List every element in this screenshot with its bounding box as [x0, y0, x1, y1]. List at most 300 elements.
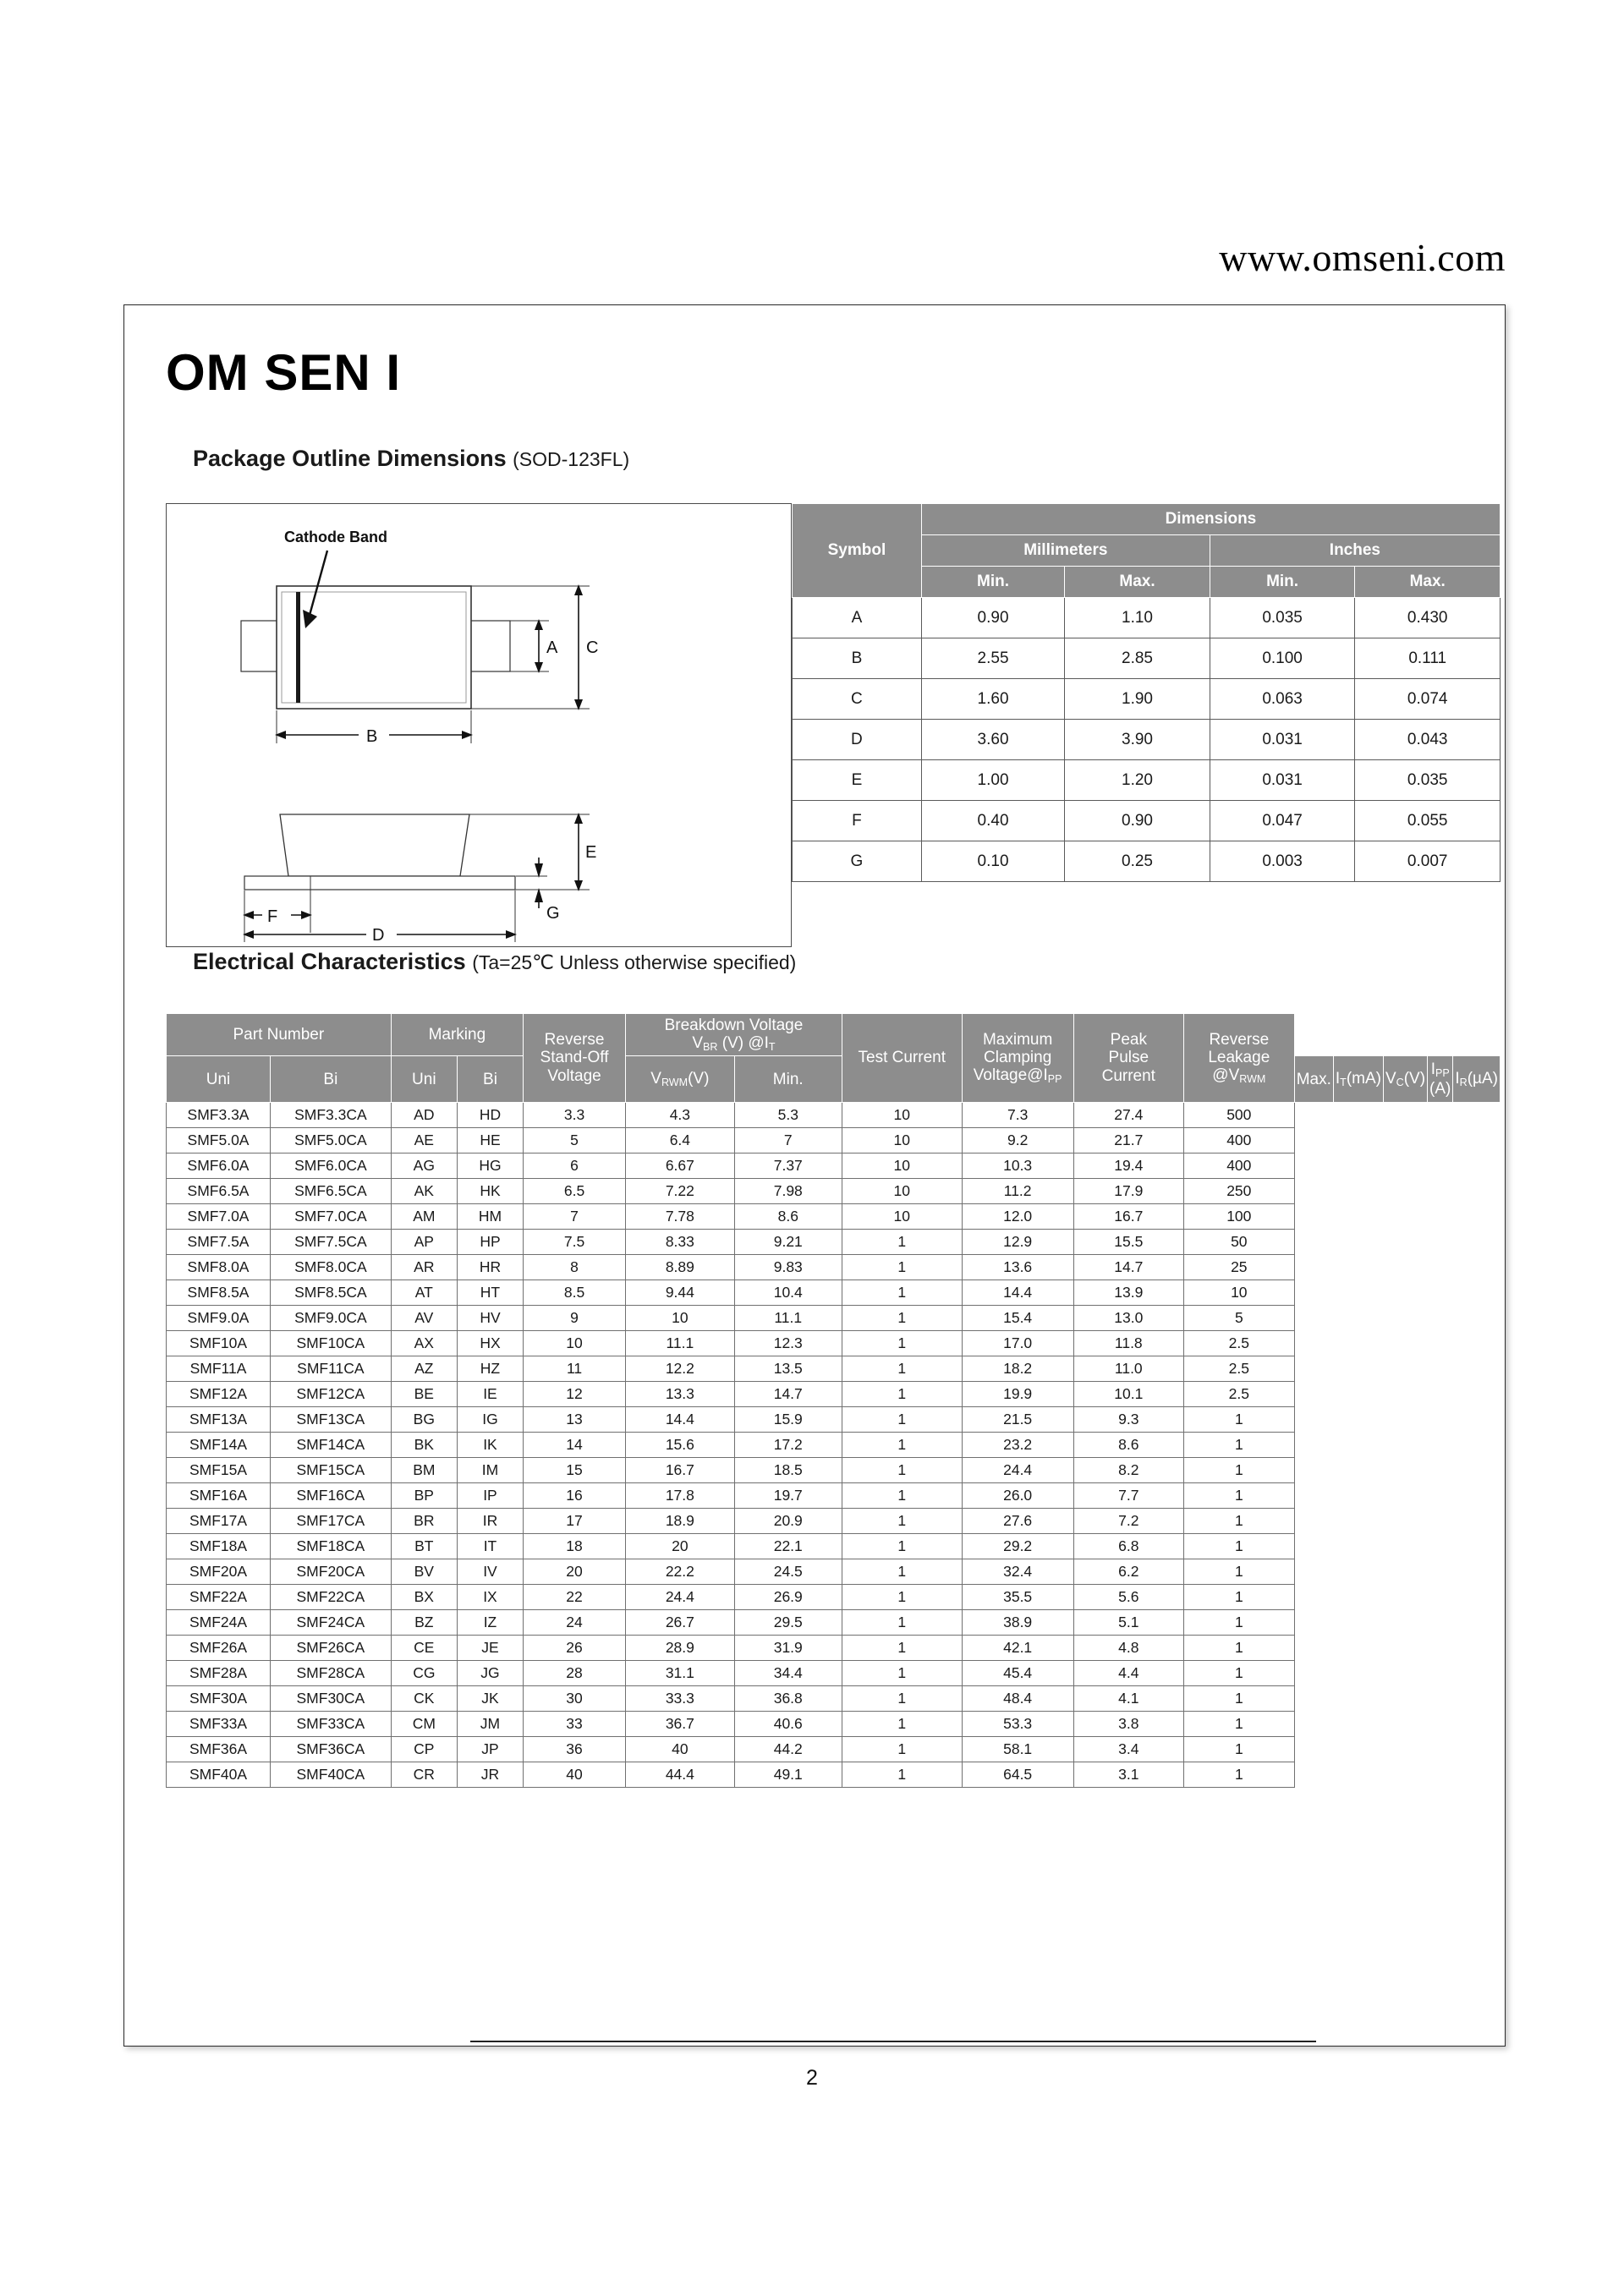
ec-subcol-vc: $V_C(V)$: [1383, 1056, 1427, 1102]
ec-cell-vbr-max: 9.21: [734, 1229, 842, 1254]
ec-cell-vbr-max: 9.83: [734, 1254, 842, 1280]
ec-cell-bi-part: SMF5.0CA: [271, 1127, 392, 1153]
dim-cell-in-min: 0.035: [1210, 598, 1355, 638]
dim-cell-mm-min: 0.10: [921, 841, 1064, 882]
ec-cell-bi-mark: JG: [457, 1660, 523, 1685]
dim-cell-symbol: G: [793, 841, 922, 882]
dim-cell-in-max: 0.111: [1355, 638, 1501, 679]
dimensions-table: [792, 503, 1501, 882]
ec-col-part-number: Part Number: [167, 1014, 392, 1056]
ec-cell-ir: 1: [1183, 1711, 1294, 1736]
ec-cell-vbr-min: 6.4: [626, 1127, 735, 1153]
ec-cell-bi-mark: IK: [457, 1432, 523, 1457]
ec-cell-it: 10: [842, 1102, 962, 1127]
table-row: [167, 1559, 1501, 1584]
dim-header-row-1: [793, 504, 1501, 535]
ec-cell-vbr-max: 36.8: [734, 1685, 842, 1711]
ec-cell-uni-mark: BV: [391, 1559, 457, 1584]
ec-cell-vbr-min: 10: [626, 1305, 735, 1330]
ec-cell-bi-mark: JM: [457, 1711, 523, 1736]
dim-col-inches: Inches: [1210, 535, 1500, 567]
ec-cell-bi-part: SMF14CA: [271, 1432, 392, 1457]
ec-cell-uni-mark: BZ: [391, 1609, 457, 1635]
ec-cell-uni-mark: BT: [391, 1533, 457, 1559]
ec-cell-ir: 2.5: [1183, 1356, 1294, 1381]
ec-cell-bi-part: SMF8.5CA: [271, 1280, 392, 1305]
ec-cell-uni-part: SMF33A: [167, 1711, 271, 1736]
ec-cell-ipp: 16.7: [1073, 1203, 1183, 1229]
ec-cell-vrwm: 8: [524, 1254, 626, 1280]
ec-cell-it: 1: [842, 1356, 962, 1381]
ec-cell-ipp: 27.4: [1073, 1102, 1183, 1127]
company-logo: OM SEN I: [166, 344, 402, 401]
ec-cell-it: 1: [842, 1508, 962, 1533]
ec-cell-bi-mark: IE: [457, 1381, 523, 1406]
dim-cell-in-min: 0.031: [1210, 720, 1355, 760]
ec-cell-vc: 14.4: [962, 1280, 1073, 1305]
ec-cell-ipp: 21.7: [1073, 1127, 1183, 1153]
ec-cell-it: 1: [842, 1330, 962, 1356]
ec-cell-vc: 13.6: [962, 1254, 1073, 1280]
dim-col-millimeters: Millimeters: [921, 535, 1210, 567]
ec-cell-vbr-min: 26.7: [626, 1609, 735, 1635]
ec-cell-uni-mark: AV: [391, 1305, 457, 1330]
ec-cell-ir: 400: [1183, 1127, 1294, 1153]
ec-cell-it: 1: [842, 1635, 962, 1660]
dim-label-f: F: [267, 907, 278, 926]
ec-cell-ipp: 7.2: [1073, 1508, 1183, 1533]
ec-cell-ipp: 3.8: [1073, 1711, 1183, 1736]
ec-cell-ir: 1: [1183, 1533, 1294, 1559]
dim-cell-symbol: F: [793, 801, 922, 841]
ec-col-marking: Marking: [391, 1014, 523, 1056]
ec-cell-ir: 1: [1183, 1508, 1294, 1533]
ec-cell-uni-part: SMF6.5A: [167, 1178, 271, 1203]
ec-cell-ipp: 10.1: [1073, 1381, 1183, 1406]
ec-header-row-sub: [167, 1056, 1501, 1102]
dim-col-in-min: Min.: [1210, 567, 1355, 598]
ec-cell-bi-part: SMF13CA: [271, 1406, 392, 1432]
table-row: [167, 1584, 1501, 1609]
ec-subcol-vbr-max: Max.: [1294, 1056, 1333, 1102]
ec-cell-bi-mark: HG: [457, 1153, 523, 1178]
ec-cell-uni-mark: AX: [391, 1330, 457, 1356]
ec-cell-uni-mark: CP: [391, 1736, 457, 1762]
ec-cell-uni-mark: CK: [391, 1685, 457, 1711]
ec-cell-it: 1: [842, 1609, 962, 1635]
ec-col-breakdown-voltage: Breakdown Voltage $V_{BR}$ (V) $@I_T$: [626, 1014, 842, 1056]
ec-cell-vbr-min: 17.8: [626, 1482, 735, 1508]
ec-cell-vbr-max: 15.9: [734, 1406, 842, 1432]
ec-cell-vrwm: 9: [524, 1305, 626, 1330]
ec-cell-uni-mark: BG: [391, 1406, 457, 1432]
ec-cell-vrwm: 8.5: [524, 1280, 626, 1305]
ec-cell-uni-mark: BP: [391, 1482, 457, 1508]
ec-cell-vc: 42.1: [962, 1635, 1073, 1660]
ec-cell-ir: 1: [1183, 1584, 1294, 1609]
ec-cell-ir: 500: [1183, 1102, 1294, 1127]
dim-cell-symbol: B: [793, 638, 922, 679]
ec-cell-it: 1: [842, 1305, 962, 1330]
ec-cell-uni-mark: BX: [391, 1584, 457, 1609]
dim-cell-mm-min: 0.90: [921, 598, 1064, 638]
ec-cell-uni-part: SMF12A: [167, 1381, 271, 1406]
ec-cell-vc: 45.4: [962, 1660, 1073, 1685]
ec-cell-vbr-min: 15.6: [626, 1432, 735, 1457]
dim-cell-in-min: 0.031: [1210, 760, 1355, 801]
ec-cell-bi-mark: HD: [457, 1102, 523, 1127]
ec-cell-vbr-min: 9.44: [626, 1280, 735, 1305]
ec-subcol-ipp: $I_{PP}$ (A): [1428, 1056, 1453, 1102]
ec-cell-vrwm: 20: [524, 1559, 626, 1584]
table-row: [167, 1102, 1501, 1127]
ec-cell-ir: 2.5: [1183, 1381, 1294, 1406]
ec-cell-uni-part: SMF6.0A: [167, 1153, 271, 1178]
ec-cell-vbr-max: 31.9: [734, 1635, 842, 1660]
table-row: [167, 1203, 1501, 1229]
ec-cell-uni-part: SMF22A: [167, 1584, 271, 1609]
ec-cell-uni-mark: AP: [391, 1229, 457, 1254]
ec-cell-vbr-max: 49.1: [734, 1762, 842, 1787]
ec-cell-bi-mark: HT: [457, 1280, 523, 1305]
ec-cell-bi-part: SMF16CA: [271, 1482, 392, 1508]
ec-cell-it: 1: [842, 1660, 962, 1685]
table-row: [167, 1356, 1501, 1381]
ec-cell-bi-part: SMF40CA: [271, 1762, 392, 1787]
dim-cell-in-max: 0.430: [1355, 598, 1501, 638]
ec-subcol-uni-mark: Uni: [391, 1056, 457, 1102]
dim-label-b: B: [366, 727, 378, 746]
table-row: [167, 1533, 1501, 1559]
ec-cell-ipp: 9.3: [1073, 1406, 1183, 1432]
ec-cell-vrwm: 14: [524, 1432, 626, 1457]
ec-cell-ipp: 13.0: [1073, 1305, 1183, 1330]
ec-cell-bi-mark: JK: [457, 1685, 523, 1711]
dim-cell-symbol: A: [793, 598, 922, 638]
ec-cell-it: 1: [842, 1432, 962, 1457]
table-row: [167, 1508, 1501, 1533]
table-row: [167, 1254, 1501, 1280]
cathode-band-label: Cathode Band: [284, 529, 388, 545]
ec-cell-vbr-max: 17.2: [734, 1432, 842, 1457]
ec-cell-ipp: 14.7: [1073, 1254, 1183, 1280]
ec-cell-uni-part: SMF11A: [167, 1356, 271, 1381]
dim-cell-mm-max: 3.90: [1065, 720, 1210, 760]
ec-cell-bi-part: SMF7.5CA: [271, 1229, 392, 1254]
package-title-subtitle: (SOD-123FL): [513, 448, 630, 470]
ec-cell-ir: 1: [1183, 1406, 1294, 1432]
dim-cell-mm-max: 1.90: [1065, 679, 1210, 720]
ec-cell-vbr-max: 18.5: [734, 1457, 842, 1482]
ec-cell-it: 1: [842, 1711, 962, 1736]
ec-cell-vbr-min: 4.3: [626, 1102, 735, 1127]
ec-cell-uni-part: SMF8.0A: [167, 1254, 271, 1280]
ec-cell-ir: 1: [1183, 1762, 1294, 1787]
ec-subcol-vbr-min: Min.: [734, 1056, 842, 1102]
ec-cell-vbr-min: 13.3: [626, 1381, 735, 1406]
ec-cell-uni-part: SMF5.0A: [167, 1127, 271, 1153]
ec-subcol-it: $I_T(mA)$: [1333, 1056, 1383, 1102]
ec-cell-vrwm: 24: [524, 1609, 626, 1635]
ec-cell-uni-part: SMF9.0A: [167, 1305, 271, 1330]
ec-cell-vrwm: 15: [524, 1457, 626, 1482]
dim-col-mm-max: Max.: [1065, 567, 1210, 598]
table-row: [167, 1229, 1501, 1254]
ec-cell-vbr-max: 7.37: [734, 1153, 842, 1178]
ec-cell-vbr-min: 44.4: [626, 1762, 735, 1787]
ec-cell-vc: 17.0: [962, 1330, 1073, 1356]
ec-cell-uni-part: SMF17A: [167, 1508, 271, 1533]
table-row: [167, 1406, 1501, 1432]
ec-cell-ipp: 6.2: [1073, 1559, 1183, 1584]
package-outline-diagram: [166, 503, 792, 947]
ec-cell-vc: 12.9: [962, 1229, 1073, 1254]
ec-cell-vbr-min: 28.9: [626, 1635, 735, 1660]
ec-cell-uni-mark: AD: [391, 1102, 457, 1127]
ec-cell-bi-mark: HE: [457, 1127, 523, 1153]
ec-cell-uni-part: SMF16A: [167, 1482, 271, 1508]
electrical-title-subtitle: (Ta=25℃ Unless otherwise specified): [472, 951, 797, 973]
ec-cell-vbr-min: 8.89: [626, 1254, 735, 1280]
ec-cell-vbr-max: 19.7: [734, 1482, 842, 1508]
ec-cell-uni-part: SMF8.5A: [167, 1280, 271, 1305]
ec-cell-vc: 26.0: [962, 1482, 1073, 1508]
ec-cell-vc: 27.6: [962, 1508, 1073, 1533]
ec-cell-bi-part: SMF28CA: [271, 1660, 392, 1685]
ec-cell-vrwm: 36: [524, 1736, 626, 1762]
ec-cell-ipp: 3.4: [1073, 1736, 1183, 1762]
dim-cell-symbol: E: [793, 760, 922, 801]
ec-cell-uni-part: SMF24A: [167, 1609, 271, 1635]
ec-cell-ipp: 11.8: [1073, 1330, 1183, 1356]
ec-cell-bi-part: SMF18CA: [271, 1533, 392, 1559]
ec-cell-vrwm: 17: [524, 1508, 626, 1533]
ec-cell-uni-mark: CM: [391, 1711, 457, 1736]
page-number: 2: [806, 2066, 818, 2090]
electrical-table-body: [167, 1102, 1501, 1787]
ec-cell-bi-part: SMF6.0CA: [271, 1153, 392, 1178]
ec-cell-uni-part: SMF14A: [167, 1432, 271, 1457]
ec-cell-ipp: 15.5: [1073, 1229, 1183, 1254]
ec-cell-vc: 9.2: [962, 1127, 1073, 1153]
ec-cell-bi-mark: HK: [457, 1178, 523, 1203]
ec-cell-vc: 38.9: [962, 1609, 1073, 1635]
ec-cell-vbr-min: 7.22: [626, 1178, 735, 1203]
ec-cell-uni-mark: AG: [391, 1153, 457, 1178]
table-row: [793, 760, 1501, 801]
ec-cell-ipp: 17.9: [1073, 1178, 1183, 1203]
table-row: [793, 801, 1501, 841]
ec-cell-uni-mark: CG: [391, 1660, 457, 1685]
ec-cell-vrwm: 6: [524, 1153, 626, 1178]
dim-label-d: D: [372, 926, 385, 945]
ec-cell-ipp: 8.2: [1073, 1457, 1183, 1482]
ec-subcol-vrwm: $V_{RWM}(V)$: [626, 1056, 735, 1102]
ec-cell-it: 1: [842, 1457, 962, 1482]
ec-cell-it: 1: [842, 1533, 962, 1559]
ec-cell-vbr-max: 11.1: [734, 1305, 842, 1330]
table-row: [167, 1305, 1501, 1330]
ec-cell-vc: 12.0: [962, 1203, 1073, 1229]
ec-cell-vbr-max: 5.3: [734, 1102, 842, 1127]
ec-cell-bi-mark: IV: [457, 1559, 523, 1584]
ec-cell-ir: 1: [1183, 1660, 1294, 1685]
ec-cell-it: 1: [842, 1381, 962, 1406]
site-url: www.omseni.com: [1219, 236, 1506, 279]
ec-cell-uni-part: SMF13A: [167, 1406, 271, 1432]
ec-cell-bi-part: SMF17CA: [271, 1508, 392, 1533]
ec-cell-vrwm: 5: [524, 1127, 626, 1153]
ec-cell-ipp: 6.8: [1073, 1533, 1183, 1559]
dim-cell-in-min: 0.003: [1210, 841, 1355, 882]
ec-col-peak-pulse: Peak Pulse Current: [1073, 1014, 1183, 1103]
ec-cell-vc: 53.3: [962, 1711, 1073, 1736]
ec-cell-bi-part: SMF24CA: [271, 1609, 392, 1635]
ec-cell-vbr-max: 26.9: [734, 1584, 842, 1609]
table-row: [167, 1685, 1501, 1711]
dim-cell-in-max: 0.043: [1355, 720, 1501, 760]
ec-col-max-clamping: Maximum Clamping $Voltage@I_{PP}$: [962, 1014, 1073, 1103]
ec-cell-uni-part: SMF7.0A: [167, 1203, 271, 1229]
dimensions-table-body: [793, 598, 1501, 882]
ec-cell-uni-part: SMF18A: [167, 1533, 271, 1559]
table-row: [167, 1127, 1501, 1153]
ec-cell-ir: 5: [1183, 1305, 1294, 1330]
ec-cell-bi-part: SMF26CA: [271, 1635, 392, 1660]
ec-subcol-uni-part: Uni: [167, 1056, 271, 1102]
ec-cell-it: 1: [842, 1685, 962, 1711]
ec-cell-ipp: 3.1: [1073, 1762, 1183, 1787]
ec-cell-bi-part: SMF7.0CA: [271, 1203, 392, 1229]
dim-cell-mm-max: 0.25: [1065, 841, 1210, 882]
dim-cell-symbol: D: [793, 720, 922, 760]
ec-cell-vbr-min: 36.7: [626, 1711, 735, 1736]
ec-cell-uni-mark: CR: [391, 1762, 457, 1787]
table-row: [167, 1432, 1501, 1457]
dim-cell-mm-min: 3.60: [921, 720, 1064, 760]
ec-cell-vc: 29.2: [962, 1533, 1073, 1559]
ec-cell-bi-mark: HZ: [457, 1356, 523, 1381]
ec-cell-uni-part: SMF36A: [167, 1736, 271, 1762]
ec-cell-vbr-max: 10.4: [734, 1280, 842, 1305]
ec-cell-bi-mark: HX: [457, 1330, 523, 1356]
ec-cell-vbr-min: 24.4: [626, 1584, 735, 1609]
ec-cell-it: 1: [842, 1736, 962, 1762]
dim-col-in-max: Max.: [1355, 567, 1501, 598]
electrical-title-text: Electrical Characteristics: [193, 949, 466, 974]
ec-cell-vbr-max: 40.6: [734, 1711, 842, 1736]
table-row: [167, 1635, 1501, 1660]
ec-cell-vbr-max: 14.7: [734, 1381, 842, 1406]
ec-cell-uni-mark: BM: [391, 1457, 457, 1482]
table-row: [167, 1762, 1501, 1787]
ec-cell-uni-mark: AE: [391, 1127, 457, 1153]
dim-col-dimensions: Dimensions: [921, 504, 1500, 535]
ec-cell-vbr-max: 13.5: [734, 1356, 842, 1381]
ec-cell-bi-mark: IT: [457, 1533, 523, 1559]
ec-cell-bi-mark: IG: [457, 1406, 523, 1432]
ec-cell-uni-part: SMF7.5A: [167, 1229, 271, 1254]
electrical-section-title: [193, 949, 796, 975]
ec-subcol-bi-mark: Bi: [457, 1056, 523, 1102]
ec-cell-it: 1: [842, 1280, 962, 1305]
ec-cell-bi-part: SMF33CA: [271, 1711, 392, 1736]
table-row: [167, 1153, 1501, 1178]
ec-cell-vbr-max: 24.5: [734, 1559, 842, 1584]
ec-cell-bi-part: SMF22CA: [271, 1584, 392, 1609]
dim-cell-mm-max: 2.85: [1065, 638, 1210, 679]
ec-cell-bi-mark: JP: [457, 1736, 523, 1762]
ec-cell-vc: 19.9: [962, 1381, 1073, 1406]
ec-cell-vrwm: 26: [524, 1635, 626, 1660]
table-row: [167, 1609, 1501, 1635]
ec-cell-ir: 25: [1183, 1254, 1294, 1280]
ec-cell-vbr-min: 7.78: [626, 1203, 735, 1229]
ec-cell-ir: 1: [1183, 1432, 1294, 1457]
ec-cell-it: 1: [842, 1559, 962, 1584]
ec-cell-vc: 7.3: [962, 1102, 1073, 1127]
ec-cell-it: 1: [842, 1584, 962, 1609]
ec-cell-ipp: 13.9: [1073, 1280, 1183, 1305]
ec-cell-vrwm: 11: [524, 1356, 626, 1381]
ec-cell-bi-mark: JR: [457, 1762, 523, 1787]
ec-cell-ir: 2.5: [1183, 1330, 1294, 1356]
ec-cell-ir: 1: [1183, 1559, 1294, 1584]
ec-cell-it: 10: [842, 1178, 962, 1203]
dim-cell-mm-min: 1.60: [921, 679, 1064, 720]
ec-cell-vbr-max: 12.3: [734, 1330, 842, 1356]
ec-cell-uni-mark: BE: [391, 1381, 457, 1406]
dim-cell-mm-min: 2.55: [921, 638, 1064, 679]
dim-col-mm-min: Min.: [921, 567, 1064, 598]
ec-cell-vbr-max: 34.4: [734, 1660, 842, 1685]
ec-cell-bi-part: SMF8.0CA: [271, 1254, 392, 1280]
ec-cell-vc: 10.3: [962, 1153, 1073, 1178]
ec-cell-uni-mark: CE: [391, 1635, 457, 1660]
ec-cell-vbr-min: 16.7: [626, 1457, 735, 1482]
ec-cell-vrwm: 12: [524, 1381, 626, 1406]
dim-cell-in-min: 0.100: [1210, 638, 1355, 679]
ec-cell-ir: 1: [1183, 1685, 1294, 1711]
ec-header-row-group: [167, 1014, 1501, 1056]
dim-label-c: C: [586, 638, 599, 657]
table-row: [793, 720, 1501, 760]
ec-cell-vbr-min: 40: [626, 1736, 735, 1762]
ec-cell-ir: 1: [1183, 1482, 1294, 1508]
ec-cell-it: 1: [842, 1482, 962, 1508]
dim-cell-mm-max: 1.10: [1065, 598, 1210, 638]
dim-cell-in-max: 0.007: [1355, 841, 1501, 882]
dim-cell-mm-max: 0.90: [1065, 801, 1210, 841]
ec-cell-ir: 400: [1183, 1153, 1294, 1178]
ec-cell-uni-mark: BR: [391, 1508, 457, 1533]
ec-subcol-ir: $I_R(\mu A)$: [1453, 1056, 1501, 1102]
ec-cell-ipp: 5.1: [1073, 1609, 1183, 1635]
ec-cell-it: 1: [842, 1762, 962, 1787]
ec-col-reverse-leakage: Reverse Leakage $@V_{RWM}$: [1183, 1014, 1294, 1103]
ec-cell-uni-part: SMF30A: [167, 1685, 271, 1711]
ec-cell-vc: 32.4: [962, 1559, 1073, 1584]
package-title-text: Package Outline Dimensions: [193, 446, 507, 471]
table-row: [167, 1457, 1501, 1482]
ec-cell-vbr-min: 14.4: [626, 1406, 735, 1432]
ec-col-reverse-standoff: Reverse Stand-Off Voltage: [524, 1014, 626, 1103]
ec-cell-vrwm: 40: [524, 1762, 626, 1787]
ec-cell-bi-mark: HR: [457, 1254, 523, 1280]
dim-label-a: A: [546, 638, 558, 657]
ec-cell-vc: 58.1: [962, 1736, 1073, 1762]
ec-cell-vrwm: 18: [524, 1533, 626, 1559]
